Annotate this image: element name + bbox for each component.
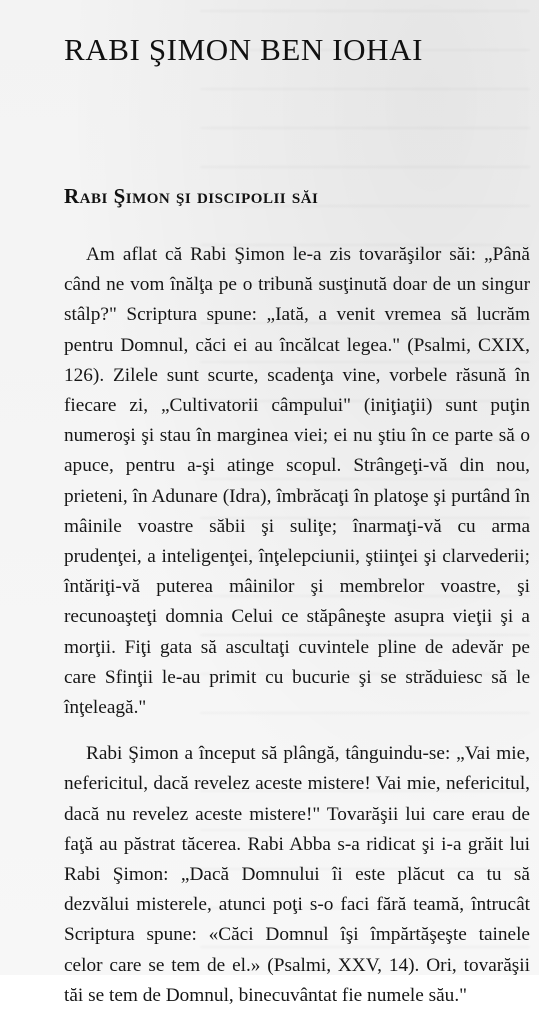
paragraph: Rabi Şimon a început să plângă, tânguindu-se: „Vai mie, nefericitul, dacă revelez aceste mistere! Vai mie, nefericitul, dacă nu revelez aceste mistere!" Tovarăşii lui care erau de faţă au păstrat tăcerea. Rabi Abba s-a ridicat şi i-a grăit lui Rabi Şimon: „Dacă Domnului îi este plăcut ca tu să dezvălui misterele, atunci poţi s-o faci fără teamă, întrucât Scriptura spune: «Căci Domnul îşi împărtăşeşte tainele celor care se tem de el.» (Psalmi, XXV, 14). Ori, tovarăşii tăi se tem de Domnul, binecuvântat fie numele său." xyxy=(64,743,530,1006)
section-heading: Rabi Şimon şi discipolii săi xyxy=(64,184,319,208)
body-text xyxy=(64,240,530,1027)
paragraph: Am aflat că Rabi Şimon le-a zis tovarăşilor săi: „Până când ne vom înălţa pe o tribună susţinută doar de un singur stâlp?" Scriptura spune: „Iată, a venit vremea să lucrăm pentru Domnul, căci ei au încălcat legea." (Psalmi, CXIX, 126). Zilele sunt scurte, scadenţa vine, vorbele răsună în fiecare zi, „Cultivatorii câmpului" (iniţiaţii) sunt puţin numeroşi şi stau în marginea viei; ei nu ştiu în ce parte să o apuce, pentru a-şi atinge scopul. Strângeţi-vă din nou, prieteni, în Adunare (Idra), îmbrăcaţi în platoşe şi purtând în mâinile voastre săbii şi suliţe; înarmaţi-vă cu arma prudenţei, a inteligenţei, înţelepciunii, ştiinţei şi clarvederii; întăriţi-vă puterea mâinilor şi membrelor voastre, şi recunoaşteţi domnia Celui ce stăpâneşte asupra vieţii şi a morţii. Fiţi gata să ascultaţi cuvintele pline de adevăr pe care Sfinţii le-au primit cu bucurie şi se străduiesc să le înţeleagă." xyxy=(64,244,530,719)
chapter-title: RABI ŞIMON BEN IOHAI xyxy=(64,32,424,67)
